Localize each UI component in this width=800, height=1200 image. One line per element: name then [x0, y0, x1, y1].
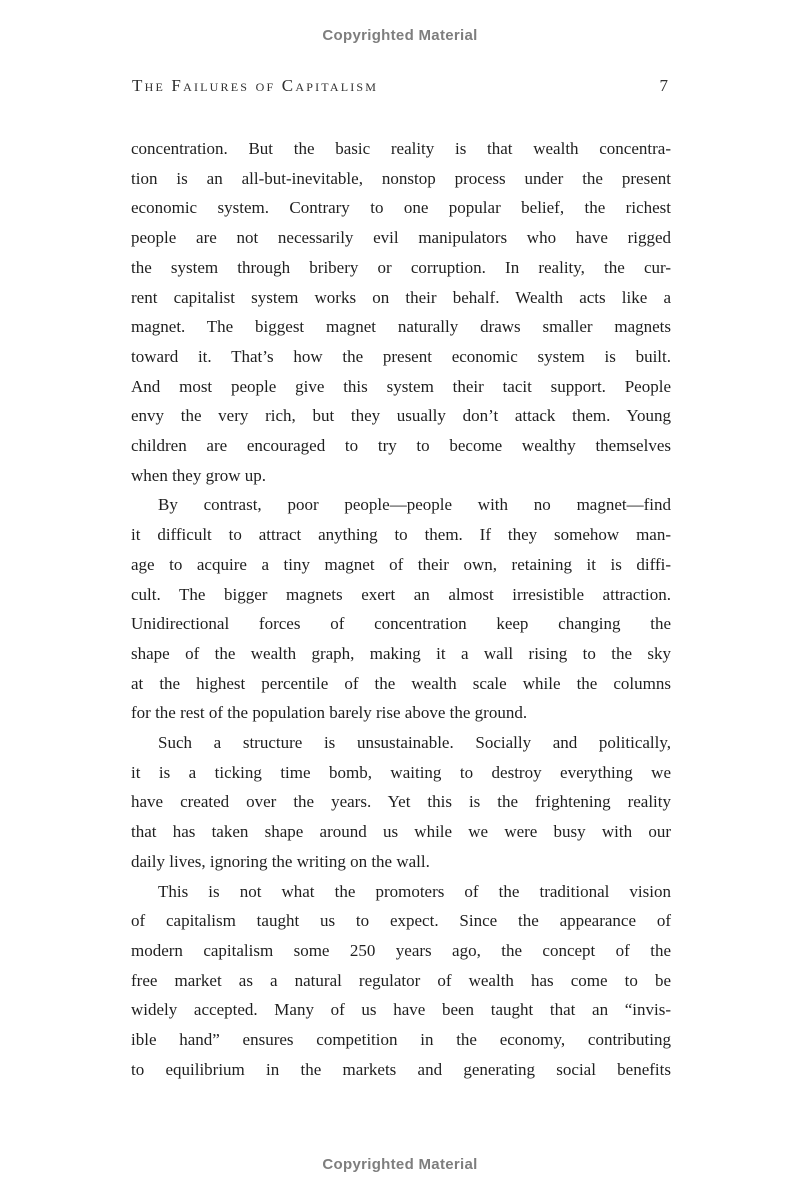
text-line: of capitalism taught us to expect. Since the appearance of: [131, 911, 671, 931]
text-line: shape of the wealth graph, making it a wall rising to the sky: [131, 643, 671, 663]
running-head-row: [132, 76, 668, 96]
text-line: rent capitalist system works on their behalf. Wealth acts like a: [131, 287, 671, 307]
text-line: concentration. But the basic reality is that wealth concentra-: [131, 139, 671, 158]
page-number: 7: [659, 76, 668, 95]
text-line: envy the very rich, but they usually don’t attack them. Young: [131, 406, 671, 426]
paragraph: [131, 728, 671, 877]
paragraph: [131, 877, 671, 1085]
top-watermark: Copyrighted Material: [322, 27, 478, 44]
text-line: daily lives, ignoring the writing on the wall.: [131, 851, 430, 871]
page-body: [131, 134, 671, 1085]
paragraph: [131, 490, 671, 728]
text-line: have created over the years. Yet this is the frightening reality: [131, 792, 671, 812]
text-line: Unidirectional forces of concentration keep changing the: [131, 614, 671, 634]
text-line: for the rest of the population barely rise above the ground.: [131, 703, 528, 723]
text-line: age to acquire a tiny magnet of their own, retaining it is diffi-: [131, 554, 671, 574]
text-line: economic system. Contrary to one popular belief, the richest: [131, 198, 671, 218]
text-line: when they grow up.: [131, 465, 267, 485]
text-line: to equilibrium in the markets and generating social benefits: [131, 1059, 671, 1079]
text-line: at the highest percentile of the wealth scale while the columns: [131, 673, 671, 693]
text-line: And most people give this system their tacit support. People: [131, 376, 671, 396]
text-line: widely accepted. Many of us have been taught that an “invis-: [131, 1000, 671, 1020]
text-line: tion is an all-but-inevitable, nonstop process under the present: [131, 168, 671, 188]
text-line: children are encouraged to try to become wealthy themselves: [131, 436, 671, 456]
text-line: magnet. The biggest magnet naturally draws smaller magnets: [131, 317, 671, 337]
text-line: Such a structure is unsustainable. Socially and politically,: [158, 733, 671, 753]
bottom-watermark: Copyrighted Material: [322, 1156, 478, 1173]
text-line: cult. The bigger magnets exert an almost irresistible attraction.: [131, 584, 671, 604]
text-line: modern capitalism some 250 years ago, the concept of the: [131, 940, 671, 960]
text-line: people are not necessarily evil manipulators who have rigged: [131, 228, 671, 248]
text-line: toward it. That’s how the present economic system is built.: [131, 346, 671, 366]
text-line: free market as a natural regulator of wealth has come to be: [131, 970, 671, 990]
text-line: it difficult to attract anything to them. If they somehow man-: [131, 525, 671, 545]
running-head-title: The Failures of Capitalism: [132, 76, 379, 95]
text-line: ible hand” ensures competition in the economy, contributing: [131, 1030, 671, 1050]
text-line: This is not what the promoters of the traditional vision: [158, 881, 671, 901]
text-line: the system through bribery or corruption. In reality, the cur-: [131, 257, 671, 277]
text-line: it is a ticking time bomb, waiting to destroy everything we: [131, 762, 671, 782]
paragraph: [131, 134, 671, 490]
text-line: that has taken shape around us while we were busy with our: [131, 822, 671, 842]
text-line: By contrast, poor people—people with no magnet—find: [158, 495, 671, 515]
